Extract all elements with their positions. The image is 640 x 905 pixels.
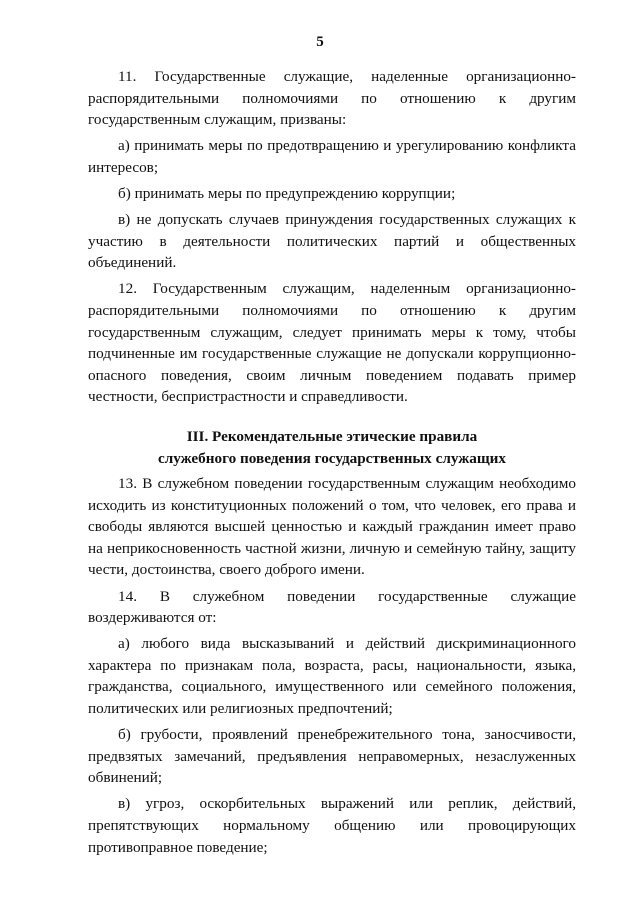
paragraph-13: 13. В служебном поведении государственным служащим необходимо исходить из конституционных положений о том, что человек, его права и свободы являются высшей ценностью и каждый гражданин имеет право на неприкосновенность частной жизни, личную и семейную тайну, защиту чести, достоинства, своего доброго имени. <box>88 475 576 579</box>
paragraph-14b: б) грубости, проявлений пренебрежительного тона, заносчивости, предвзятых замечаний, предъявления неправомерных, незаслуженных обвинений; <box>88 726 576 787</box>
paragraph-11b: б) принимать меры по предупреждению коррупции; <box>118 184 456 202</box>
paragraph-11a: а) принимать меры по предотвращению и урегулированию конфликта интересов; <box>88 137 576 176</box>
page-number: 5 <box>316 34 324 50</box>
paragraph-12: 12. Государственным служащим, наделенным организационно-распорядительными полномочиями по отношению к другим государственным служащим, следует принимать меры к тому, чтобы подчиненные им государственные служащие не допускали коррупционно-опасного поведения, своим личным поведением подавать пример честности, беспристрастности и справедливости. <box>88 280 576 406</box>
section-heading <box>88 426 576 469</box>
paragraph-14a: а) любого вида высказываний и действий дискриминационного характера по признакам пола, возраста, расы, национальности, языка, гражданства, социального, имущественного или семейного положения, политических или религиозных предпочтений; <box>88 635 576 718</box>
document-body <box>88 66 576 863</box>
paragraph-14c: в) угроз, оскорбительных выражений или реплик, действий, препятствующих нормальному общению или провоцирующих противоправное поведение; <box>88 795 576 856</box>
section-heading-line1: III. Рекомендательные этические правила <box>186 427 478 445</box>
section-heading-line2: служебного поведения государственных служащих <box>157 449 507 467</box>
paragraph-11c: в) не допускать случаев принуждения государственных служащих к участию в деятельности политических партий и общественных объединений. <box>88 211 576 272</box>
paragraph-14: 14. В служебном поведении государственные служащие воздерживаются от: <box>88 587 576 627</box>
paragraph-11: 11. Государственные служащие, наделенные организационно-распорядительными полномочиями по отношению к другим государственным служащим, призваны: <box>88 68 576 129</box>
